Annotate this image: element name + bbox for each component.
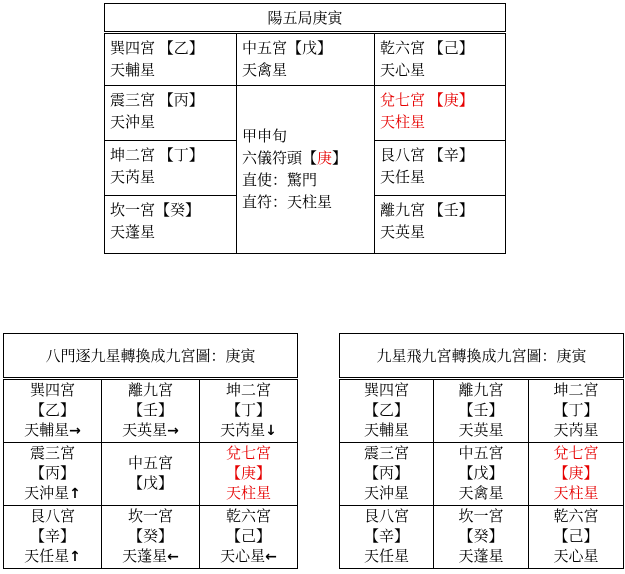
star-line: 天任星 bbox=[380, 170, 426, 186]
xun-head-line: 甲申旬 bbox=[242, 128, 288, 145]
palace-cell bbox=[340, 506, 434, 569]
palace-cell bbox=[340, 443, 434, 506]
palace-stem-line: 乾六宮 【己】 bbox=[380, 41, 474, 57]
star-line: 天蓬星 bbox=[458, 549, 504, 565]
stem-line: 【庚】 bbox=[553, 466, 599, 482]
nine-stars-nine-palace-table bbox=[339, 333, 624, 569]
palace-cell-kun2 bbox=[105, 141, 237, 196]
eight-gates-table-title: 八門逐九星轉換成九宮圖：庚寅 bbox=[4, 334, 298, 379]
star-line: 天柱星 bbox=[226, 486, 272, 502]
arrow-down-icon: ↓ bbox=[265, 423, 277, 439]
star-line: 天輔星 bbox=[110, 63, 156, 79]
stem-line: 【丁】 bbox=[553, 403, 599, 419]
star-line: 天心星 bbox=[553, 549, 599, 565]
palace-line: 艮八宮 bbox=[363, 509, 409, 525]
liuyi-futou-prefix: 六儀符頭【 bbox=[242, 150, 318, 167]
palace-line: 坎一宮 bbox=[127, 509, 173, 525]
palace-cell bbox=[4, 506, 102, 569]
stem-line: 【壬】 bbox=[127, 403, 173, 419]
palace-stem-line: 坎一宮【癸】 bbox=[110, 203, 201, 219]
star-line: 天禽星 bbox=[242, 63, 288, 79]
arrow-right-icon: → bbox=[167, 423, 179, 439]
palace-line: 中五宮 bbox=[458, 446, 504, 462]
stem-line: 【癸】 bbox=[458, 529, 504, 545]
palace-cell bbox=[529, 506, 624, 569]
star-line: 天英星 bbox=[380, 225, 426, 241]
palace-stem-line: 離九宮 【壬】 bbox=[380, 203, 474, 219]
arrow-up-icon: ↑ bbox=[69, 486, 81, 502]
stem-line: 【癸】 bbox=[127, 529, 173, 545]
star-line: 天芮星 bbox=[110, 170, 156, 186]
stem-line: 【戊】 bbox=[127, 476, 173, 492]
palace-cell-kan1 bbox=[105, 196, 237, 254]
liuyi-futou-line bbox=[242, 148, 372, 170]
palace-line: 坤二宮 bbox=[226, 383, 272, 399]
palace-stem-line: 震三宮 【丙】 bbox=[110, 93, 204, 109]
palace-line: 坎一宮 bbox=[458, 509, 504, 525]
eight-gates-nine-palace-table bbox=[3, 333, 298, 569]
zhifu-line: 直符：天柱星 bbox=[242, 194, 333, 211]
arrow-left-icon: ← bbox=[167, 549, 179, 565]
stem-line: 【己】 bbox=[553, 529, 599, 545]
arrow-up-icon: ↑ bbox=[69, 549, 81, 565]
star-line: 天輔星→ bbox=[24, 423, 81, 439]
palace-line: 坤二宮 bbox=[553, 383, 599, 399]
yang-bureau-table bbox=[104, 3, 506, 254]
palace-cell bbox=[102, 443, 200, 506]
star-line: 天柱星 bbox=[553, 486, 599, 502]
star-line: 天任星↑ bbox=[24, 549, 81, 565]
star-line: 天任星 bbox=[363, 549, 409, 565]
palace-cell-zhen3 bbox=[105, 86, 237, 141]
arrow-right-icon: → bbox=[69, 423, 81, 439]
palace-cell bbox=[102, 506, 200, 569]
palace-stem-line: 中五宮【戊】 bbox=[242, 41, 333, 57]
palace-line: 巽四宮 bbox=[363, 383, 409, 399]
palace-line: 中五宮 bbox=[127, 456, 173, 472]
zhishi-line: 直使：驚門 bbox=[242, 172, 318, 189]
palace-cell bbox=[434, 506, 529, 569]
palace-cell-highlight bbox=[529, 443, 624, 506]
star-line: 天沖星 bbox=[110, 115, 156, 131]
liuyi-futou-suffix: 】 bbox=[332, 150, 348, 167]
palace-stem-line: 艮八宮 【辛】 bbox=[380, 148, 474, 164]
star-line: 天沖星 bbox=[363, 486, 409, 502]
liuyi-futou-stem: 庚 bbox=[317, 150, 333, 167]
palace-cell-li9 bbox=[375, 196, 506, 254]
stem-line: 【辛】 bbox=[363, 529, 409, 545]
palace-stem-line: 坤二宮 【丁】 bbox=[110, 148, 204, 164]
palace-line: 巽四宮 bbox=[29, 383, 75, 399]
stem-line: 【丙】 bbox=[29, 466, 75, 482]
star-line: 天心星← bbox=[220, 549, 277, 565]
palace-cell bbox=[529, 379, 624, 443]
palace-cell bbox=[102, 379, 200, 443]
duty-info-cell bbox=[237, 86, 375, 254]
palace-cell bbox=[200, 379, 298, 443]
palace-line: 離九宮 bbox=[458, 383, 504, 399]
star-line: 天禽星 bbox=[458, 486, 504, 502]
palace-cell-dui7-highlight bbox=[375, 86, 506, 141]
palace-line: 艮八宮 bbox=[29, 509, 75, 525]
palace-line: 震三宮 bbox=[363, 446, 409, 462]
stem-line: 【乙】 bbox=[29, 403, 75, 419]
palace-cell-zhong5 bbox=[237, 33, 375, 86]
palace-line: 離九宮 bbox=[127, 383, 173, 399]
stem-line: 【乙】 bbox=[363, 403, 409, 419]
star-line: 天沖星↑ bbox=[24, 486, 81, 502]
palace-cell bbox=[434, 443, 529, 506]
palace-line: 震三宮 bbox=[29, 446, 75, 462]
palace-stem-line: 兌七宮 【庚】 bbox=[380, 93, 474, 109]
palace-cell-xun4 bbox=[105, 33, 237, 86]
palace-cell bbox=[340, 379, 434, 443]
palace-line: 兌七宮 bbox=[226, 446, 272, 462]
star-line: 天蓬星 bbox=[110, 225, 156, 241]
yang-bureau-title: 陽五局庚寅 bbox=[105, 4, 506, 33]
star-line: 天輔星 bbox=[363, 423, 409, 439]
star-line: 天芮星 bbox=[553, 423, 599, 439]
arrow-left-icon: ← bbox=[265, 549, 277, 565]
stem-line: 【辛】 bbox=[29, 529, 75, 545]
palace-cell bbox=[434, 379, 529, 443]
nine-stars-table-title: 九星飛九宮轉換成九宮圖：庚寅 bbox=[340, 334, 624, 379]
palace-line: 乾六宮 bbox=[226, 509, 272, 525]
star-line: 天英星 bbox=[458, 423, 504, 439]
star-line: 天芮星↓ bbox=[220, 423, 277, 439]
palace-cell-qian6 bbox=[375, 33, 506, 86]
palace-cell bbox=[200, 506, 298, 569]
star-line: 天柱星 bbox=[380, 115, 426, 131]
stem-line: 【己】 bbox=[226, 529, 272, 545]
palace-cell bbox=[4, 379, 102, 443]
star-line: 天蓬星← bbox=[122, 549, 179, 565]
palace-line: 兌七宮 bbox=[553, 446, 599, 462]
star-line: 天英星→ bbox=[122, 423, 179, 439]
star-line: 天心星 bbox=[380, 63, 426, 79]
stem-line: 【庚】 bbox=[226, 466, 272, 482]
palace-cell bbox=[4, 443, 102, 506]
palace-line: 乾六宮 bbox=[553, 509, 599, 525]
stem-line: 【丙】 bbox=[363, 466, 409, 482]
stem-line: 【戊】 bbox=[458, 466, 504, 482]
palace-cell-gen8 bbox=[375, 141, 506, 196]
palace-cell-highlight bbox=[200, 443, 298, 506]
palace-stem-line: 巽四宮 【乙】 bbox=[110, 41, 204, 57]
stem-line: 【壬】 bbox=[458, 403, 504, 419]
stem-line: 【丁】 bbox=[226, 403, 272, 419]
